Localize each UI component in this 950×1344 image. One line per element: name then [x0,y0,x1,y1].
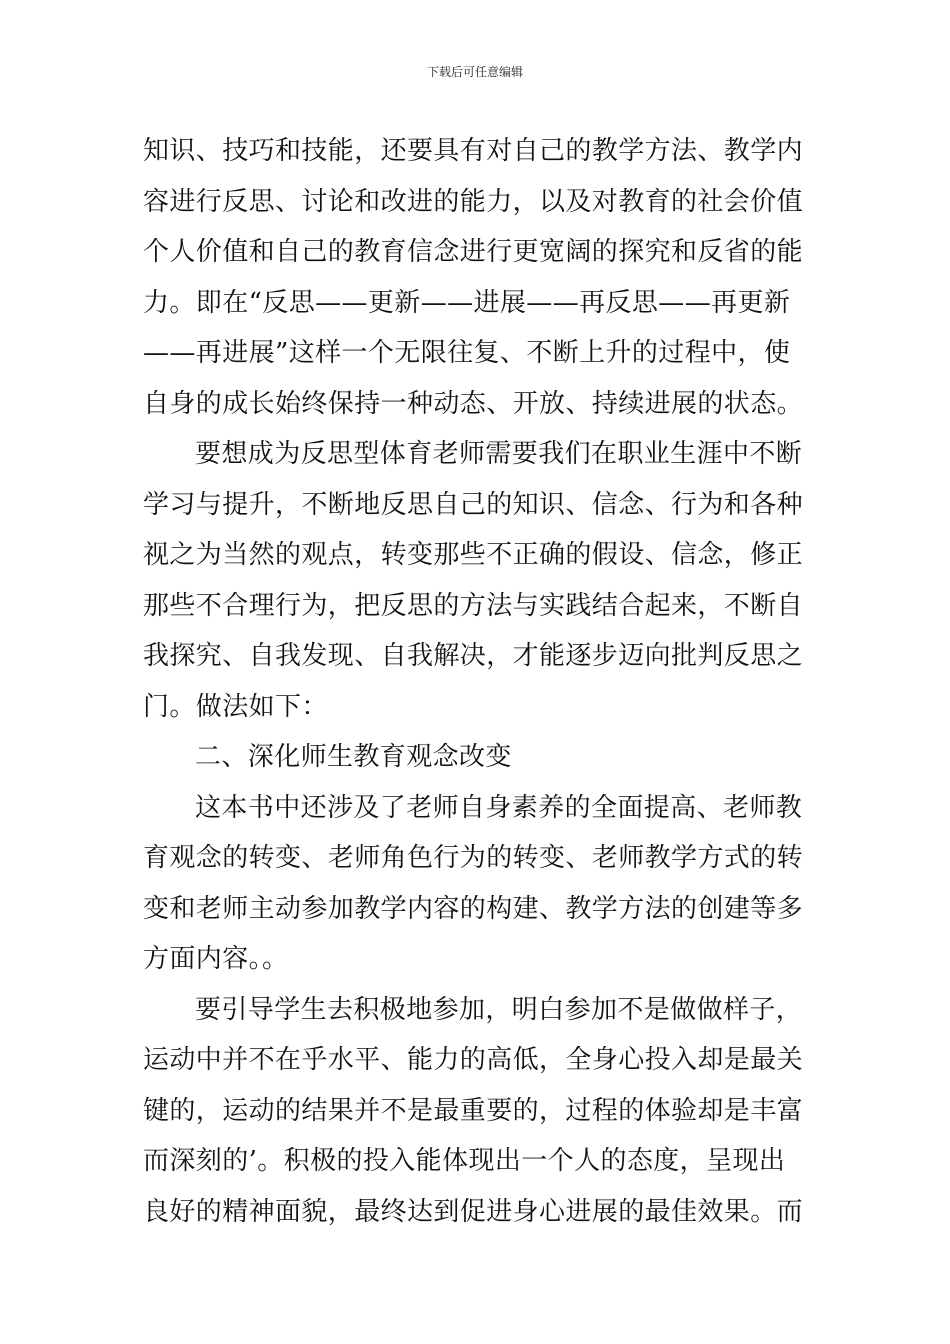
text-line: 个人价值和自己的教育信念进行更宽阔的探究和反省的能 [143,237,804,267]
text-line: 键的，运动的结果并不是最重要的，过程的体验却是丰富 [143,1095,804,1126]
text-line: 那些不合理行为，把反思的方法与实践结合起来，不断自 [143,590,804,621]
paragraph-first-line: 要引导学生去积极地参加，明白参加不是做做样子， [195,994,803,1025]
text-line: 容进行反思、讨论和改进的能力，以及对教育的社会价值 [143,186,804,217]
text-line: 我探究、自我发现、自我解决，才能逐步迈向批判反思之 [143,641,804,671]
text-line: 学习与提升，不断地反思自己的知识、信念、行为和各种 [143,489,804,520]
text-line: 力。即在“反思——更新——进展——再反思——再更新 [143,287,791,318]
page-header: 下载后可任意编辑 [426,65,523,79]
text-line: ——再进展”这样一个无限往复、不断上升的过程中，使 [143,338,791,368]
section-heading: 二、深化师生教育观念改变 [195,742,512,772]
text-line: 视之为当然的观点，转变那些不正确的假设、信念，修正 [143,540,804,570]
text-line: 而深刻的’。积极的投入能体现出一个人的态度，呈现出 [143,1146,786,1176]
paragraph-first-line: 要想成为反思型体育老师需要我们在职业生涯中不断 [195,439,803,469]
text-line: 门。做法如下： [143,691,328,722]
text-line: 自身的成长始终保持一种动态、开放、持续进展的状态。 [143,388,804,419]
text-line: 良好的精神面貌，最终达到促进身心进展的最佳效果。而 [143,1196,804,1227]
text-line: 育观念的转变、老师角色行为的转变、老师教学方式的转 [143,843,804,873]
text-line: 方面内容。。 [143,944,289,974]
text-line: 运动中并不在乎水平、能力的高低，全身心投入却是最关 [143,1045,804,1075]
paragraph-first-line: 这本书中还涉及了老师自身素养的全面提高、老师教 [195,792,803,823]
document-body [143,126,808,1237]
text-line: 变和老师主动参加教学内容的构建、教学方法的创建等多 [143,893,804,924]
text-line: 知识、技巧和技能，还要具有对自己的教学方法、教学内 [143,136,804,166]
